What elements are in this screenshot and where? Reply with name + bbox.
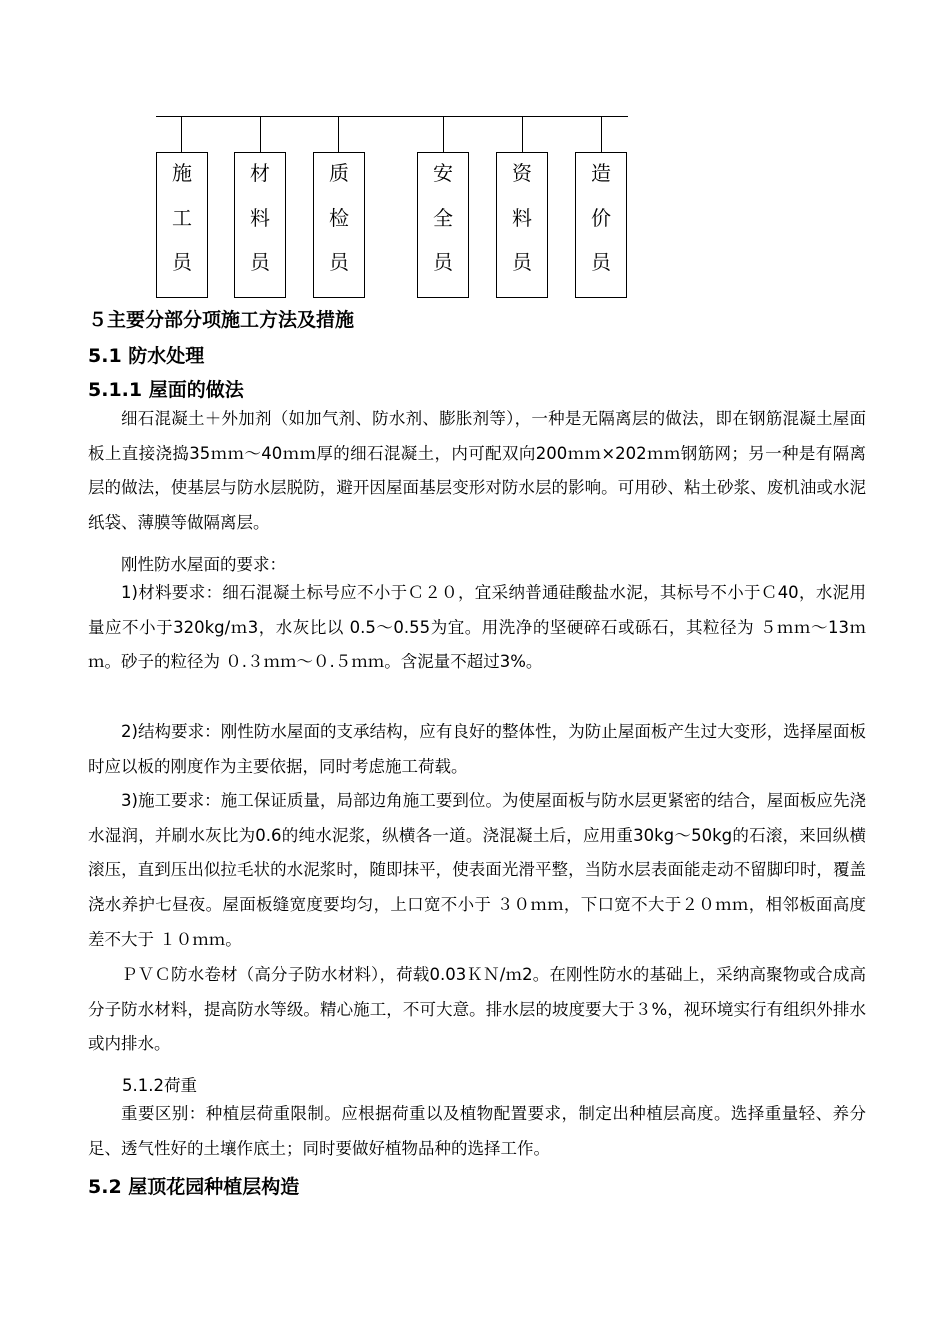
org-box-char: 员: [250, 250, 270, 275]
section-5-1-heading: 5.1 防水处理: [88, 345, 205, 367]
section-5-heading: ５主要分部分项施工方法及措施: [88, 309, 355, 331]
paragraph-pvc-membrane: ＰＶＣ防水卷材（高分子防水材料），荷载0.03ＫＮ/ｍ2。在刚性防水的基础上，采纳高聚物或合成高分子防水材料，提高防水等级。精心施工，不可大意。排水层的坡度要大于３%，视环境实行有组织外排水或内排水。: [88, 965, 866, 1054]
org-box-char: 员: [512, 250, 532, 275]
org-connector: [181, 116, 182, 152]
org-box-char: 员: [329, 250, 349, 275]
org-box-char: 施: [172, 161, 192, 185]
org-box-char: 员: [172, 250, 192, 275]
org-chart: [0, 0, 950, 300]
org-box-cost-estimator: [575, 152, 627, 298]
org-box-char: 安: [433, 161, 453, 185]
org-box-quality-inspector: [313, 152, 365, 298]
org-connector: [601, 116, 602, 152]
org-connector: [522, 116, 523, 152]
org-box-construction-worker: [156, 152, 208, 298]
paragraph-load: 重要区别：种植层荷重限制。应根据荷重以及植物配置要求，制定出种植层高度。选择重量轻、养分足、透气性好的土壤作底土；同时要做好植物品种的选择工作。: [88, 1104, 866, 1158]
org-box-materials-officer: [234, 152, 286, 298]
org-box-char: 材: [250, 161, 270, 185]
paragraph-construction-requirements: 3)施工要求：施工保证质量，局部边角施工要到位。为使屋面板与防水层更紧密的结合，屋面板应先浇水湿润，并刷水灰比为0.6的纯水泥浆，纵横各一道。浇混凝土后，应用重30kg～50kg的石滚，来回纵横滚压，直到压出似拉毛状的水泥浆时，随即抹平，使表面光滑平整，当防水层表面能走动不留脚印时，覆盖浇水养护七昼夜。屋面板缝宽度要均匀，上口宽不小于 ３０ｍｍ，下口宽不大于２０ｍｍ，相邻板面高度差不大于 １０ｍｍ。: [88, 791, 866, 949]
org-connector: [443, 116, 444, 152]
rigid-requirements-title: 刚性防水屋面的要求：: [121, 555, 286, 574]
org-box-char: 质: [329, 161, 349, 185]
org-box-safety-officer: [417, 152, 469, 298]
org-box-char: 资: [512, 161, 532, 185]
org-box-char: 造: [591, 161, 611, 185]
section-5-2-heading: 5.2 屋顶花园种植层构造: [88, 1176, 300, 1198]
org-box-char: 工: [172, 205, 192, 230]
org-connector: [338, 116, 339, 152]
section-5-1-2-heading: 5.1.2荷重: [122, 1076, 197, 1095]
org-box-char: 全: [433, 205, 453, 230]
org-box-char: 员: [433, 250, 453, 275]
org-box-char: 料: [512, 205, 532, 230]
org-connector: [260, 116, 261, 152]
org-box-char: 检: [329, 205, 349, 230]
org-box-char: 价: [591, 205, 611, 230]
paragraph-material-requirements: 1)材料要求：细石混凝土标号应不小于Ｃ２０，宜采纳普通硅酸盐水泥，其标号不小于Ｃ40，水泥用量应不小于320kg/ｍ3，水灰比以 0.5～0.55为宜。用洗净的坚硬碎石或砾石，其粒径为 ５ｍｍ～13ｍｍ。砂子的粒径为 ０.３ｍｍ～０.５ｍｍ。含泥量不超过3%。: [88, 583, 866, 672]
section-5-1-1-heading: 5.1.1 屋面的做法: [88, 379, 244, 401]
paragraph-structure-requirements: 2)结构要求：刚性防水屋面的支承结构，应有良好的整体性，为防止屋面板产生过大变形，选择屋面板时应以板的刚度作为主要依据，同时考虑施工荷载。: [88, 722, 866, 776]
org-box-char: 料: [250, 205, 270, 230]
org-chart-top-line: [156, 116, 628, 117]
paragraph-roof-method: 细石混凝土＋外加剂（如加气剂、防水剂、膨胀剂等），一种是无隔离层的做法，即在钢筋混凝土屋面板上直接浇捣35ｍｍ～40ｍｍ厚的细石混凝土，内可配双向200ｍｍ×202ｍｍ钢筋网；另一种是有隔离层的做法，使基层与防水层脱防，避开因屋面基层变形对防水层的影响。可用砂、粘土砂浆、废机油或水泥纸袋、薄膜等做隔离层。: [88, 409, 866, 533]
org-box-char: 员: [591, 250, 611, 275]
org-box-documentation-officer: [496, 152, 548, 298]
